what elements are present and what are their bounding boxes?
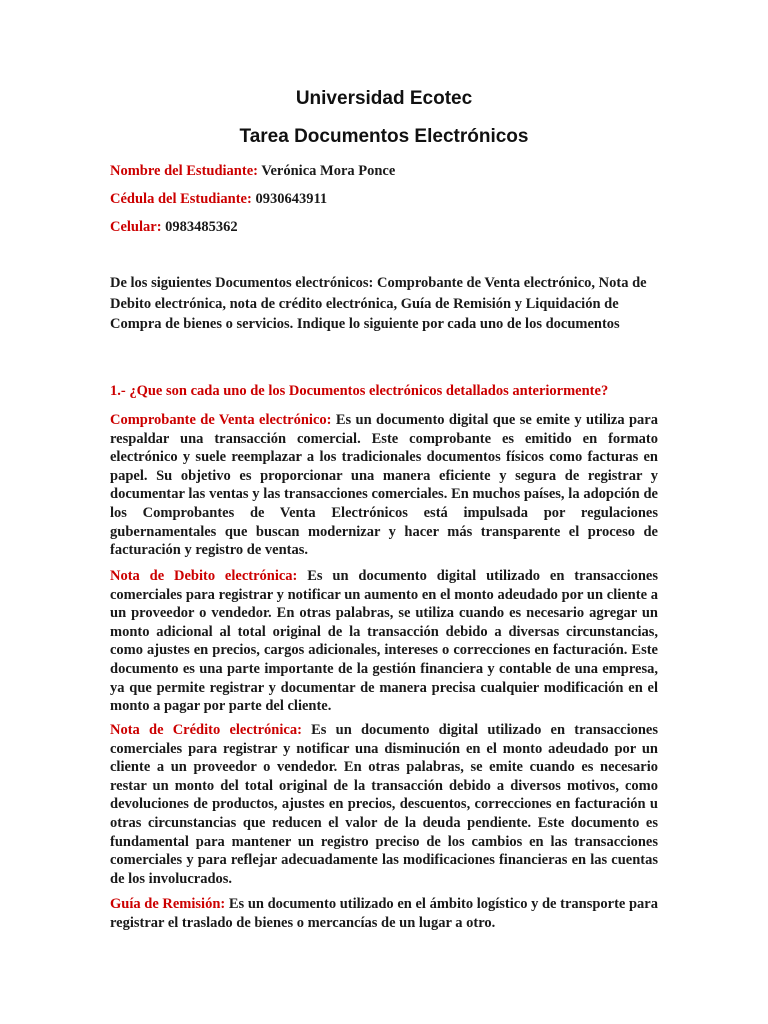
section-term: Comprobante de Venta electrónico: (110, 412, 332, 428)
section-text: Es un documento utilizado en el ámbito logístico y de transporte para registrar el traslado de bienes o mercancías de un lugar a otro. (110, 896, 658, 931)
section-nota-credito (110, 721, 658, 888)
section-comprobante-venta (110, 411, 658, 560)
section-guia-remision (110, 895, 658, 932)
student-id-label: Cédula del Estudiante: (110, 191, 252, 207)
assignment-title: Tarea Documentos Electrónicos (239, 126, 529, 147)
student-id-line (110, 191, 327, 208)
section-text: Es un documento digital utilizado en transacciones comerciales para registrar y notificar una disminución en el monto adeudado por un cliente a un proveedor o vendedor. En otras palabras, se emite cuando es necesario restar un monto del total original de la transacción debido a diversos motivos, como devoluciones de productos, ajustes en precios, descuentos, correcciones en facturación u otras circunstancias que reducen el valor de la deuda pendiente. Este documento es fundamental para mantener un registro preciso de los cambios en las transacciones comerciales y para reflejar adecuadamente las modificaciones financieras en las cuentas de los involucrados. (110, 722, 659, 887)
student-phone-value: 0983485362 (165, 219, 238, 235)
section-term: Nota de Crédito electrónica: (110, 722, 302, 738)
section-nota-debito (110, 567, 658, 716)
section-text: Es un documento digital que se emite y utiliza para respaldar una transacción comercial. Este comprobante es emitido en formato electrónico y suele reemplazar a los tradicionales documentos físicos como facturas en papel. Su objetivo es proporcionar una manera eficiente y segura de registrar y documentar las ventas y las transacciones comerciales. En muchos países, la adopción de los Comprobantes de Venta Electrónicos está impulsada por regulaciones gubernamentales que buscan modernizar y hacer más transparente el proceso de facturación y registro de ventas. (110, 412, 658, 559)
section-term: Nota de Debito electrónica: (110, 568, 298, 584)
student-name-value: Verónica Mora Ponce (261, 163, 396, 179)
intro-paragraph: De los siguientes Documentos electrónicos: Comprobante de Venta electrónico, Nota de Debito electrónica, nota de crédito electrónica, Guía de Remisión y Liquidación de Compra de bienes o servicios. Indique lo siguiente por cada uno de los documentos (110, 275, 647, 332)
student-id-value: 0930643911 (255, 191, 328, 207)
question-heading: 1.- ¿Que son cada uno de los Documentos electrónicos detallados anteriormente? (110, 383, 609, 399)
university-title: Universidad Ecotec (295, 88, 473, 109)
student-phone-line (110, 219, 238, 236)
student-name-label: Nombre del Estudiante: (110, 163, 258, 179)
section-text: Es un documento digital utilizado en transacciones comerciales para registrar y notificar un aumento en el monto adeudado por un cliente a un proveedor o vendedor. En otras palabras, se utiliza cuando es necesario agregar un monto adicional al total original de la transacción debido a diversas circunstancias, como ajustes en precios, cargos adicionales, intereses o correcciones en facturación. Este documento es una parte importante de la gestión financiera y contable de una empresa, ya que permite registrar y documentar de manera precisa cualquier modificación en el monto a pagar por parte del cliente. (110, 568, 659, 715)
section-term: Guía de Remisión: (110, 896, 226, 912)
student-name-line (110, 163, 395, 180)
student-phone-label: Celular: (110, 219, 162, 235)
